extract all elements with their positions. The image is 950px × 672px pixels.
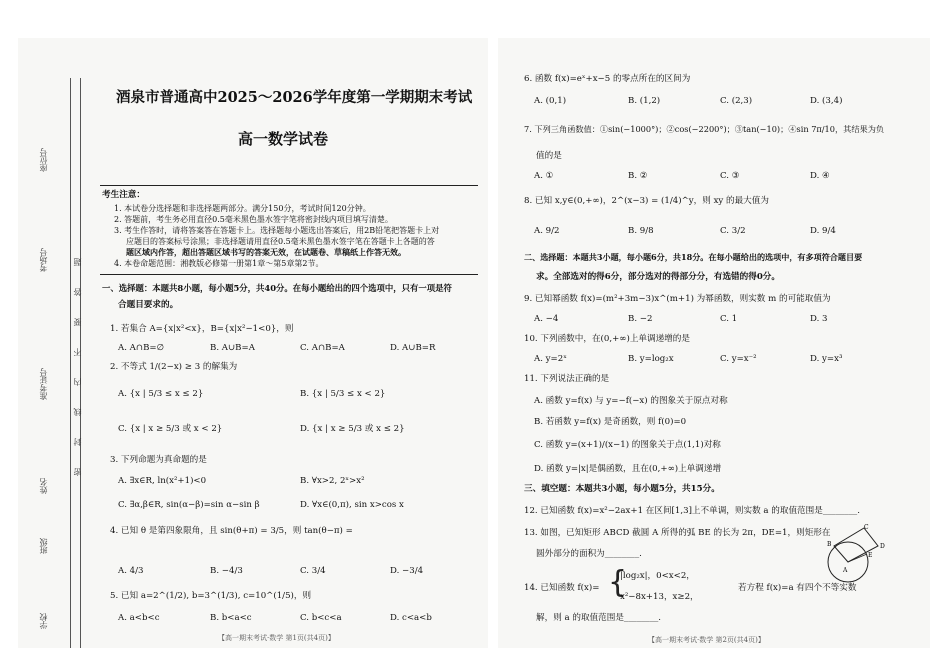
option-c: C. b<c<a — [300, 613, 342, 623]
piecewise-case-2: x²−8x+13，x≥2， — [620, 592, 699, 602]
question-stem: 9. 已知幂函数 f(x)=(m²+3m−3)x^(m+1) 为幂函数，则实数 m 的可能取值为 — [524, 294, 831, 304]
option-a: A. 9/2 — [534, 226, 560, 236]
label-d: D — [880, 543, 885, 550]
question-stem: 2. 不等式 1/(2−x) ≥ 3 的解集为 — [110, 362, 238, 372]
question-stem: 10. 下列函数中，在(0,+∞)上单调递增的是 — [524, 334, 690, 344]
question-stem: 3. 下列命题为真命题的是 — [110, 455, 207, 465]
binding-line-outer — [70, 78, 71, 648]
question-12: 12. 已知函数 f(x)=x²−2ax+1 在区间[1,3]上不单调，则实数 a 的取值范围是________. — [524, 506, 860, 516]
question-stem: 11. 下列说法正确的是 — [524, 374, 610, 384]
seal-word: 题 — [73, 258, 82, 266]
seal-word: 内 — [73, 378, 82, 386]
option-b: B. (1,2) — [628, 96, 661, 106]
seal-word: 答 — [73, 288, 82, 296]
option-c: C. {x | x ≥ 5/3 或 x < 2} — [118, 424, 223, 434]
note-item: 1. 本试卷分选择题和非选择题两部分。满分150分，考试时间120分钟。 — [114, 204, 371, 213]
note-item: 2. 答题前，考生务必用直径0.5毫米黑色墨水签字笔将密封线内项目填写清楚。 — [114, 215, 393, 224]
school-label: 学校 — [39, 613, 48, 629]
question-14-stem-cont: 解，则 a 的取值范围是________. — [536, 613, 662, 623]
option-d: D. ④ — [810, 171, 830, 181]
seal-word: 封 — [73, 438, 82, 446]
option-a: A. (0,1) — [534, 96, 567, 106]
option-b: B. A∪B=A — [210, 343, 255, 353]
option-c: C. 1 — [720, 314, 738, 324]
question-stem: 8. 已知 x,y∈(0,+∞)，2^(x−3) = (1/4)^y，则 xy 的最大值为 — [524, 196, 769, 206]
option-d: D. (3,4) — [810, 96, 843, 106]
note-item: 3. 考生作答时，请将答案答在答题卡上。选择题每小题选出答案后，用2B铅笔把答题卡上对 — [114, 226, 440, 235]
section1-heading: 一、选择题：本题共8小题，每小题5分，共40分。在每小题给出的四个选项中，只有一项是符 — [102, 283, 452, 293]
seal-word: 线 — [73, 408, 82, 416]
option-d: D. −3/4 — [390, 566, 424, 576]
option-c: C. A∩B=A — [300, 343, 345, 353]
option-c: C. 3/2 — [720, 226, 746, 236]
right-page — [498, 38, 930, 648]
page-footer: 【高一期末考试·数学 第1页(共4页)】 — [218, 634, 335, 642]
question-stem: 7. 下列三角函数值：①sin(−1000°)；②cos(−2200°)；③tan(−10)；④sin 7π/10，其结果为负 — [524, 124, 885, 134]
question-14-stem-mid: 若方程 f(x)=a 有四个不等实数 — [738, 583, 857, 593]
label-c: C — [864, 524, 869, 531]
note-item: 题区域内作答，超出答题区域书写的答案无效，在试题卷、草稿纸上作答无效。 — [126, 247, 406, 257]
option-d: D. 9/4 — [810, 226, 836, 236]
question-stem-cont: 值的是 — [536, 151, 562, 161]
piecewise-brace: { — [608, 565, 628, 600]
page-footer: 【高一期末考试·数学 第2页(共4页)】 — [648, 636, 765, 644]
option-d: D. {x | x ≥ 5/3 或 x ≤ 2} — [300, 424, 405, 434]
option-c: C. y=x⁻² — [720, 354, 757, 364]
option-a: A. ∃x∈R, ln(x²+1)<0 — [118, 476, 207, 486]
option-c: C. 3/4 — [300, 566, 326, 576]
exam-title: 酒泉市普通高中2025～2026学年度第一学期期末考试 — [116, 89, 473, 106]
option-c: C. ③ — [720, 171, 740, 181]
option-d: D. y=x³ — [810, 354, 843, 364]
option-a: A. {x | 5/3 ≤ x ≤ 2} — [118, 389, 204, 399]
seal-word: 不 — [73, 348, 82, 356]
option-b: B. {x | 5/3 ≤ x < 2} — [300, 389, 386, 399]
piecewise-case-1: |log₂x|，0<x<2， — [620, 571, 695, 581]
option-b: B. b<a<c — [210, 613, 252, 623]
option-c: C. 函数 y=(x+1)/(x−1) 的图象关于点(1,1)对称 — [534, 440, 721, 450]
option-a: A. y=2ˣ — [534, 354, 567, 364]
left-page — [18, 38, 488, 648]
option-c: C. ∃α,β∈R, sin(α−β)=sin α−sin β — [118, 500, 260, 510]
option-a: A. a<b<c — [118, 613, 160, 623]
exam-subtitle: 高一数学试卷 — [238, 130, 329, 148]
question-13-stem-cont: 圆外部分的面积为________. — [536, 549, 642, 559]
option-b: B. −2 — [628, 314, 653, 324]
option-a: A. 4/3 — [118, 566, 144, 576]
question-stem: 5. 已知 a=2^(1/2), b=3^(1/3), c=10^(1/5)，则 — [110, 591, 312, 601]
option-a: A. A∩B=∅ — [118, 343, 165, 353]
note-item: 应题目的答案标号涂黑；非选择题请用直径0.5毫米黑色墨水签字笔在答题卡上各题的答 — [126, 237, 435, 246]
label-b: B — [827, 541, 832, 548]
label-a: A — [843, 567, 848, 574]
section3-heading: 三、填空题：本题共3小题，每小题5分，共15分。 — [524, 484, 720, 494]
question-stem: 6. 函数 f(x)=eˣ+x−5 的零点所在的区间为 — [524, 74, 691, 84]
figure-radius — [848, 554, 867, 562]
option-a: A. −4 — [534, 314, 559, 324]
ticket-number-label: 准考证号 — [39, 368, 48, 400]
option-b: B. −4/3 — [210, 566, 243, 576]
question-stem: 1. 若集合 A={x|x²<x}，B={x|x²−1<0}，则 — [110, 324, 294, 334]
option-b: B. 9/8 — [628, 226, 654, 236]
section2-heading: 二、选择题：本题共3小题，每小题6分，共18分。在每小题给出的选项中，有多项符合题目要 — [524, 252, 863, 262]
label-e: E — [868, 552, 873, 559]
question-13-stem: 13. 如图，已知矩形 ABCD 截圆 A 所得的弧 BE 的长为 2π，DE=1，则矩形在 — [524, 528, 831, 538]
class-label: 班级 — [39, 538, 48, 554]
option-d: D. 函数 y=|x|是偶函数，且在(0,+∞)上单调递增 — [534, 464, 722, 474]
seal-word: 要 — [73, 318, 82, 326]
exam-room-label: 考场号 — [39, 248, 48, 272]
question-stem: 4. 已知 θ 是第四象限角，且 sin(θ+π) = 3/5，则 tan(θ−π) = — [110, 526, 353, 536]
notes-top-rule — [100, 185, 478, 186]
section1-heading-cont: 合题目要求的。 — [118, 300, 179, 310]
option-b: B. y=log₂x — [628, 354, 674, 364]
question-14-stem: 14. 已知函数 f(x)= — [524, 583, 600, 593]
notes-bottom-rule — [100, 274, 478, 275]
option-b: B. 若函数 y=f(x) 是奇函数，则 f(0)=0 — [534, 417, 687, 427]
option-c: C. (2,3) — [720, 96, 753, 106]
name-label: 姓名 — [39, 478, 48, 494]
option-b: B. ② — [628, 171, 648, 181]
option-d: D. ∀x∈(0,π), sin x>cos x — [300, 500, 404, 510]
option-b: B. ∀x>2, 2ˣ>x² — [300, 476, 365, 486]
option-d: D. 3 — [810, 314, 828, 324]
section2-heading-cont: 求。全部选对的得6分，部分选对的得部分分，有选错的得0分。 — [536, 272, 780, 282]
note-item: 4. 本卷命题范围：湘教版必修第一册第1章～第5章第2节。 — [114, 259, 324, 268]
option-a: A. ① — [534, 171, 554, 181]
option-d: D. c<a<b — [390, 613, 432, 623]
circle-rectangle-figure — [824, 524, 890, 586]
notes-heading: 考生注意： — [102, 190, 145, 200]
seal-word: 密 — [73, 468, 82, 476]
option-d: D. A∪B=R — [390, 343, 436, 353]
seat-number-label: 座位号 — [39, 148, 48, 172]
option-a: A. 函数 y=f(x) 与 y=−f(−x) 的图象关于原点对称 — [534, 396, 728, 406]
binding-line-inner — [80, 78, 81, 648]
